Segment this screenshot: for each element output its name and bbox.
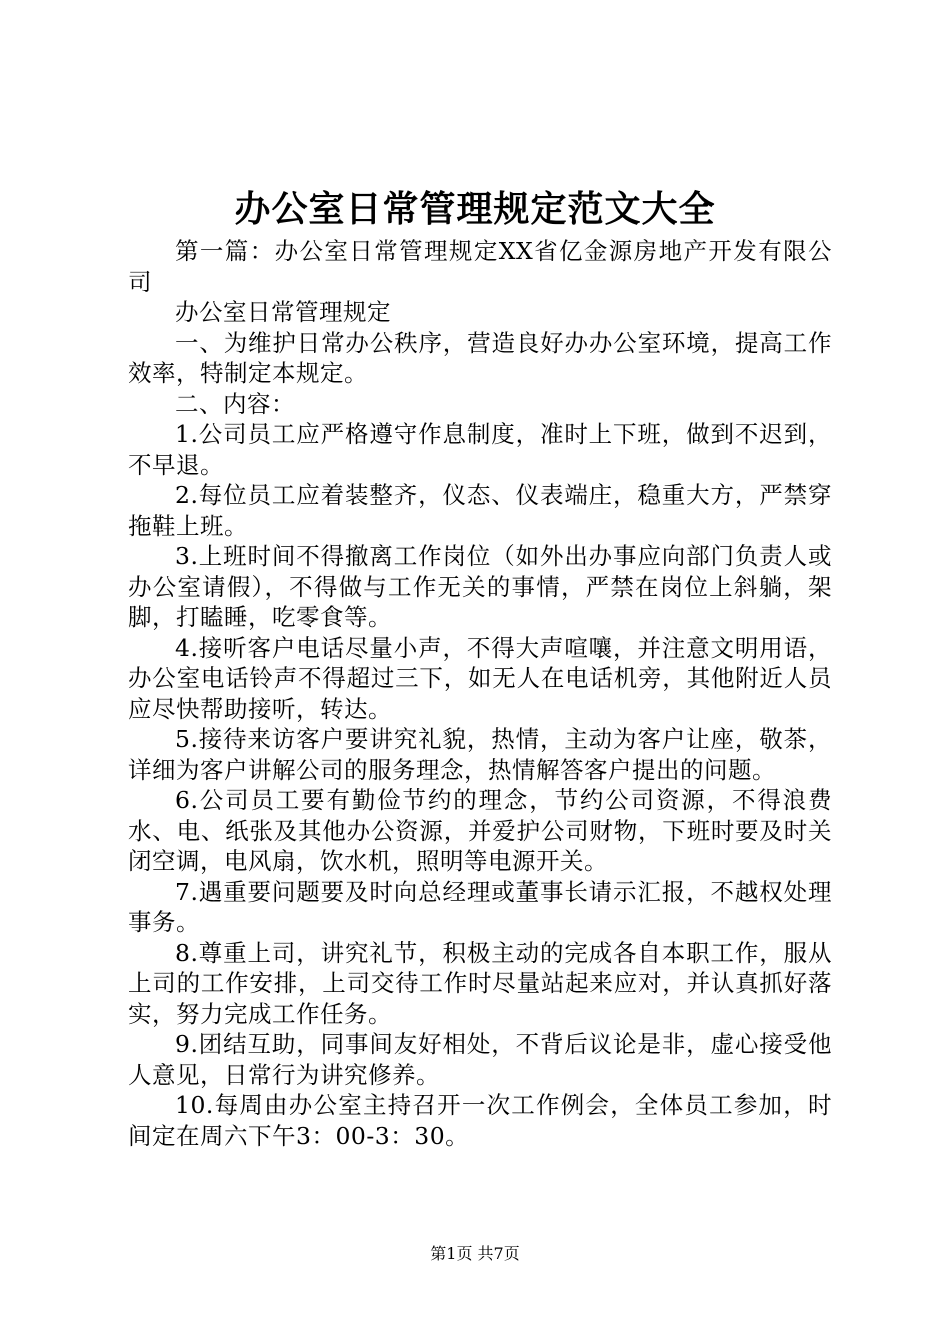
paragraph-item-6: 6.公司员工要有勤俭节约的理念，节约公司资源，不得浪费水、电、纸张及其他办公资源，并爱护公司财物，下班时要及时关闭空调，电风扇，饮水机，照明等电源开关。 <box>128 786 832 875</box>
paragraph-item-4: 4.接听客户电话尽量小声，不得大声喧嚷，并注意文明用语，办公室电话铃声不得超过三下，如无人在电话机旁，其他附近人员应尽快帮助接听，转达。 <box>128 633 832 723</box>
paragraph-item-2: 2.每位员工应着装整齐，仪态、仪表端庄，稳重大方，严禁穿拖鞋上班。 <box>128 481 832 540</box>
paragraph-subtitle: 办公室日常管理规定 <box>175 298 391 326</box>
paragraph-item-5: 5.接待来访客户要讲究礼貌，热情，主动为客户让座，敬茶，详细为客户讲解公司的服务理念，热情解答客户提出的问题。 <box>128 725 832 784</box>
paragraph-content-heading: 二、内容： <box>175 389 295 418</box>
paragraph-purpose: 一、为维护日常办公秩序，营造良好办办公室环境，提高工作效率，特制定本规定。 <box>128 328 832 387</box>
paragraph-item-1: 1.公司员工应严格遵守作息制度，准时上下班，做到不迟到，不早退。 <box>128 420 832 479</box>
paragraph-item-10: 10.每周由办公室主持召开一次工作例会，全体员工参加，时间定在周六下午3：00-3：30。 <box>128 1091 832 1150</box>
paragraph-item-9: 9.团结互助，同事间友好相处，不背后议论是非，虚心接受他人意见，日常行为讲究修养。 <box>128 1030 832 1089</box>
paragraph-item-8: 8.尊重上司，讲究礼节，积极主动的完成各自本职工作，服从上司的工作安排，上司交待工作时尽量站起来应对，并认真抓好落实，努力完成工作任务。 <box>128 938 832 1028</box>
document-title: 办公室日常管理规定范文大全 <box>234 188 716 230</box>
page-number-footer: 第1页 共7页 <box>430 1244 520 1263</box>
paragraph-item-3: 3.上班时间不得撤离工作岗位（如外出办事应向部门负责人或办公室请假），不得做与工作无关的事情，严禁在岗位上斜躺，架脚，打瞌睡，吃零食等。 <box>128 542 832 631</box>
paragraph-item-7: 7.遇重要问题要及时向总经理或董事长请示汇报，不越权处理事务。 <box>128 877 832 936</box>
paragraph-heading-part1: 第一篇：办公室日常管理规定XX省亿金源房地产开发有限公司 <box>128 237 832 296</box>
document-body <box>128 236 832 1151</box>
